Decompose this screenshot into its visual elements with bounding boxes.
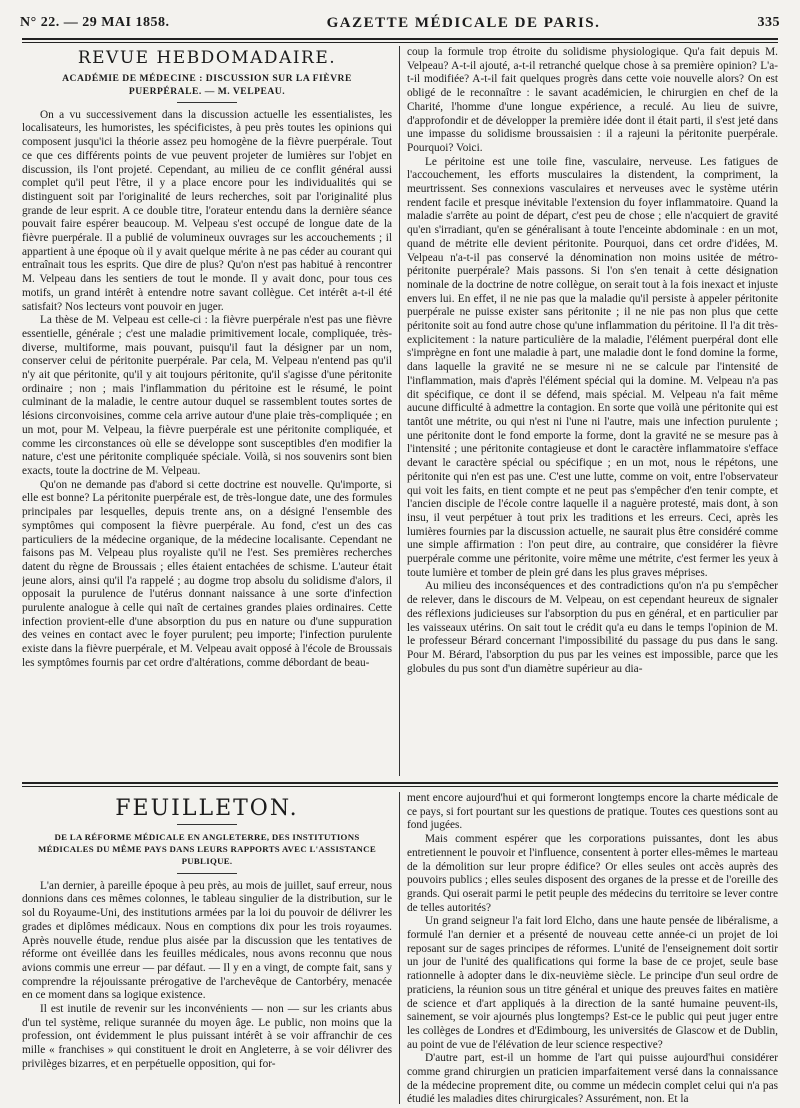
revue-paragraph: On a vu successivement dans la discussion actuelle les essentialistes, les localisateurs, les humoristes, les spécificistes, à peu près toutes les opinions qui composent jusqu'ici la théorie assez peu homogène de la fièvre puerpérale. Tout ce que ces différents points de vue peuvent projeter de lumières sur l'objet en discussion, ils l'ont projeté. Cependant, au milieu de ce conflit général aussi complet qu'il peut l'être, il y a place encore pour les individualités qui se distinguent soit par l'originalité de leurs recherches, soit par l'originalité plus grande de leur esprit. A ce double titre, l'orateur entendu dans la dernière séance pouvait faire espérer beaucoup. M. Velpeau s'est occupé de longue date de la fièvre puerpérale. Il a publié de volumineux ouvrages sur les accouchements ; il appartient à une époque où il y avait quelque mérite à ne pas céder au courant qui entraînait tous les esprits. Que dire de plus? Qu'on n'est pas habitué à rencontrer M. Velpeau dans les sentiers de tout le monde. Il y avait donc, pour tous ces motifs, un grand intérêt à entendre notre savant collègue. Cet intérêt a-t-il été satisfait? Nos lecteurs vont pouvoir en juger. bbox=[22, 108, 392, 313]
revue-paragraph: Au milieu des inconséquences et des contradictions qu'on n'a pu s'empêcher de relever, dans le discours de M. Velpeau, on est cependant heureux de signaler des réflexions judicieuses sur l'absorption du pus en général, et en particulier par les vaisseaux utérins. On sait tout le crédit qu'a eu dans le temps l'opinion de M. le professeur Bérard concernant l'impossibilité du passage du pus dans le sang. Pour M. Bérard, l'absorption du pus par les veines est impossible, parce que les globules du pus sont d'un diamètre supérieur au dia- bbox=[407, 580, 778, 675]
feuilleton-paragraph: ment encore aujourd'hui et qui formeront longtemps encore la charte médicale de ce pays, si fort pourtant sur les questions de pratique. Toutes ces questions sont au fond jugées. bbox=[407, 792, 778, 832]
feuilleton-rule bbox=[22, 782, 778, 784]
feuilleton-paragraph: D'autre part, est-il un homme de l'art qui puisse aujourd'hui considérer comme grand chirurgien un praticien imparfaitement versé dans la connaissance de la médecine proprement dite, ou comme un médecin complet celui qui n'a pas étudié les maladies dites chirurgicales? Assurément, non. Et la bbox=[407, 1052, 778, 1104]
column-divider bbox=[399, 792, 400, 1104]
header-rule bbox=[22, 38, 778, 40]
feuilleton-paragraph: L'an dernier, à pareille époque à peu près, au mois de juillet, sauf erreur, nous donnions dans ces mêmes colonnes, le tableau singulier de la distribution, sur le sol du Royaume-Uni, des institutions armées par la loi du pouvoir de délivrer les grades et diplômes médicaux. Nous en comptions dix pour les trois royaumes. Après nouvelle étude, rendue plus aisée par la discussion que les tentatives de réforme ont éveillée dans les feuilles médicales, nous avons reconnu que nous avions commis une erreur — par défaut. — Il y en a vingt, de compte fait, sans y comprendre la réjouissante prérogative de l'archevêque de Cantorbéry, menacée en ce moment dans sa logique existence. bbox=[22, 879, 392, 1002]
column-divider bbox=[399, 46, 400, 776]
feuilleton-paragraph: Il est inutile de revenir sur les inconvénients — non — sur les criants abus d'un tel système, relique surannée du moyen âge. Le public, non moins que la profession, ont évidemment le plus puissant intérêt à se voir affranchir de ces mille « franchises » qui constituent le droit en Angleterre, à se voir délivrer des privilèges bizarres, et en perpétuelle opposition, qui for- bbox=[22, 1003, 392, 1070]
revue-paragraph: Le péritoine est une toile fine, vasculaire, nerveuse. Les fatigues de l'accouchement, les efforts musculaires la distendent, la compriment, la meurtrissent. Ses connexions vasculaires et nerveuses avec le système utérin rendent facile et presque inévitable l'extension du foyer inflammatoire. Quand la maladie s'arrête au point de départ, c'est peu de chose ; elle n'acquiert de gravité qu'en s'irradiant, qu'en se généralisant à toute l'enceinte abdominale : en un mot, quand de métrite elle devient péritonite. Pourquoi, dans cet ordre d'idées, M. Velpeau n'a-t-il pas conservé la dénomination non moins usitée de métro-péritonite puerpérale? Mais passons. Si l'on s'en tenait à cette désignation nominale de la doctrine de notre collègue, on serait tout à la fois inexact et injuste envers lui. En effet, il ne nie pas que la maladie qu'il persiste à appeler péritonite puerpérale ne puisse exister sans péritonite ; il ne nie pas non plus que cette péritonite soit au fond autre chose qu'une inflammation du péritoine. Il l'a dit très-explicitement : la nature particulière de la maladie, l'élément puerpéral dont elle s'imprègne en font une maladie à part, une maladie dont le fond domine la forme, dans laquelle la gravité ne se mesure ni ne se calcule par l'intensité de l'inflammation, mais d'après l'élément spécial qui la domine. M. Velpeau n'a pas dit spécifique, ce dont il se défend, mais spécial. M. Velpeau n'a fait même aucune difficulté à admettre la contagion. En sorte que voilà une péritonite qui est tantôt une métrite, ou qui n'est ni l'une ni l'autre, mais une infection purulente ; une péritonite dont le fond emporte la forme, dont la gravité ne se mesure pas à l'intensité ; une péritonite contagieuse et dont le caractère inflammatoire s'efface devant le caractère spécial ou spécifique ; en un mot, nous le répétons, une péritonite qui n'en est pas une. C'est une lutte, comme on voit, entre l'observateur qui voit les faits, en tient compte et ne peut pas s'empêcher d'en tenir compte, et l'ancien disciple de l'école contre laquelle il a naguère protesté, mais dont, à son insu, il veut perpétuer à tout prix les traditions et les erreurs. Ceci, après les lumières fournies par la discussion actuelle, ne saurait plus être considéré comme une simple affirmation : l'on peut dire, au contraire, que considérer la fièvre puerpérale comme une péritonite, voire même une métrite, c'est fermer les yeux à toute lumière et tomber de plein gré dans les plus graves méprises. bbox=[407, 155, 778, 579]
revue-paragraph: La thèse de M. Velpeau est celle-ci : la fièvre puerpérale n'est pas une fièvre essentielle, générale ; c'est une maladie primitivement locale, compliquée, très-diverse, multiforme, mais pouvant, puisqu'il faut la désigner par un nom, conserver celui de péritonite puerpérale. Par cela, M. Velpeau n'entend pas qu'il n'y ait que péritonite, qu'il y ait toujours péritonite, qu'il s'agisse d'une péritonite ordinaire ; non ; mais l'inflammation du péritoine est le résumé, le point culminant de la maladie, le centre autour duquel se rassemblent toutes sortes de lésions circonvoisines, comme cela arrive autour d'une plaie très-compliquée ; en un mot, pour M. Velpeau, la fièvre puerpérale est une péritonite compliquée, et comme les circonstances où elle se développe sont susceptibles d'en modifier la nature, c'est une péritonite compliquée spéciale. Voilà, si nos souvenirs sont bien exacts, toute la doctrine de M. Velpeau. bbox=[22, 314, 392, 477]
feuilleton-subtitle: DE LA RÉFORME MÉDICALE EN ANGLETERRE, DES INSTITUTIONS MÉDICALES DU MÊME PAYS DANS LEURS RAPPORTS AVEC L'ASSISTANCE PUBLIQUE. bbox=[37, 831, 377, 866]
feuilleton-rule-thin bbox=[22, 786, 778, 787]
page-header bbox=[20, 10, 780, 36]
feuilleton-left-column bbox=[22, 792, 392, 1104]
revue-paragraph: Qu'on ne demande pas d'abord si cette doctrine est nouvelle. Qu'importe, si elle est bonne? La péritonite puerpérale est, de très-longue date, une des formules principales par lesquelles, depuis trente ans, on a désigné l'ensemble des symptômes qui composent la fièvre puerpérale. Au fond, c'est un des cas particuliers de la médecine organique, de la médecine localisante. Cependant ne faisons pas M. Velpeau plus royaliste qu'il ne l'est. Ses premières recherches datent du règne de Broussais ; elles étaient entachées de schisme. L'auteur était jeune alors, ainsi qu'il l'a rappelé ; au dogme trop absolu du solidisme d'alors, il opposait la purulence de l'utérus donnant naissance à une sorte d'infection purulente analogue à celle qui naît de certaines grandes plaies ordinaires. Cette infection provient-elle d'une absorption du pus en nature ou d'une suppuration des veines en contact avec le foyer purulent; peu importe; l'infection purulente existe dans la fièvre puerpérale, et M. Velpeau avait opposé à l'école de Broussais les symptômes fournis par cet ordre d'altérations, comme débordant de beau- bbox=[22, 478, 392, 669]
feuilleton-right-column bbox=[407, 792, 778, 1104]
header-rule-thin bbox=[22, 42, 778, 43]
feuilleton-divider bbox=[177, 873, 237, 874]
revue-right-column bbox=[407, 46, 778, 776]
title-divider bbox=[177, 102, 237, 103]
feuilleton-title: FEUILLETON. bbox=[115, 796, 299, 821]
revue-paragraph: coup la formule trop étroite du solidisme physiologique. Qu'a fait depuis M. Velpeau? A-t-il ajouté, a-t-il retranché quelque chose à sa première opinion? L'a-t-il modifiée? A-t-il fait quelques progrès dans cette voie nouvelle alors? On est obligé de le reconnaître : le savant académicien, le chirurgien en chef de la Charité, l'homme d'une longue expérience, a reculé. Au lieu de suivre, d'approfondir et de développer la première idée dont il était parti, il s'est jeté dans une impasse du solidisme broussaisien : il a rajeuni la péritonite puerpérale. Pourquoi? Voici. bbox=[407, 46, 778, 154]
page-number: 335 bbox=[757, 15, 780, 30]
issue-date: N° 22. — 29 MAI 1858. bbox=[20, 15, 170, 30]
revue-title: REVUE HEBDOMADAIRE. bbox=[77, 48, 337, 68]
feuilleton-divider bbox=[177, 824, 237, 825]
feuilleton-paragraph: Un grand seigneur l'a fait lord Elcho, dans une haute pensée de libéralisme, a formulé l'an dernier et a présenté de nouveau cette année-ci un projet de loi reposant sur de sages principes de réformes. L'unité de l'enseignement doit sortir un jour de l'unité des qualifications qui forme la base de ce projet, seule base rationnelle à adopter dans le dix-neuvième siècle. Le principe d'un seul ordre de praticiens, la réunion sous un titre général et unique des preuves faites en matière de science et d'art appliqués à la direction de la santé humaine peuvent-ils, sainement, se voir ajournés plus longtemps? Est-ce le public qui peut juger entre les collèges de Londres et d'Edimbourg, les universités de Glascow et de Dublin, au point de vue de l'élévation de leur science respective? bbox=[407, 915, 778, 1051]
masthead: GAZETTE MÉDICALE DE PARIS. bbox=[326, 14, 601, 31]
feuilleton-paragraph: Mais comment espérer que les corporations puissantes, dont les abus entretiennent le pouvoir et l'influence, consentent à porter elles-mêmes le marteau de la démolition sur leur propre édifice? Or elles seules ont accès auprès des pouvoirs publics ; elles seules disposent des organes de la presse et de l'oreille des grands. Qui oserait parmi le petit peuple des médecins du territoire se lever contre de telles autorités? bbox=[407, 833, 778, 914]
revue-subtitle: ACADÉMIE DE MÉDECINE : DISCUSSION SUR LA FIÈVRE PUERPÉRALE. — M. VELPEAU. bbox=[62, 72, 352, 97]
revue-left-column bbox=[22, 46, 392, 776]
